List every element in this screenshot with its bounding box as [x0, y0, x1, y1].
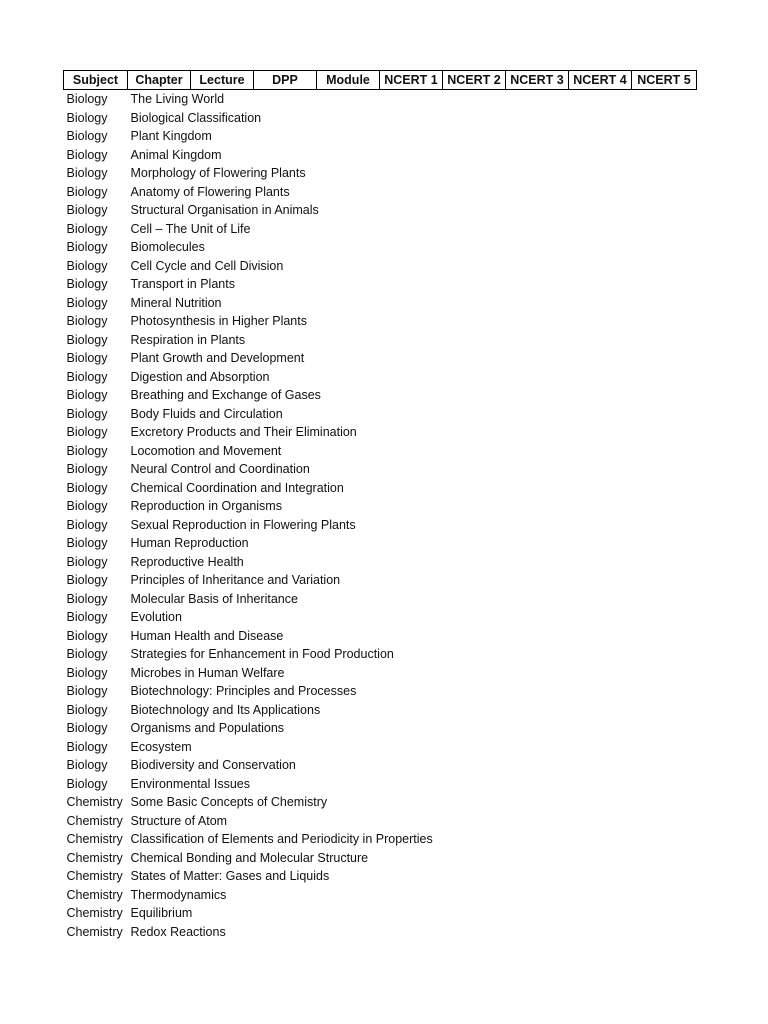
table-row [64, 146, 697, 165]
table-row [64, 923, 697, 942]
table-row [64, 442, 697, 461]
table-row [64, 682, 697, 701]
table-row [64, 627, 697, 646]
chapter-cell: States of Matter: Gases and Liquids [130, 869, 330, 883]
subject-cell: Biology [66, 277, 108, 291]
subject-cell: Biology [66, 554, 108, 569]
subject-cell: Biology [66, 240, 108, 254]
table-row [64, 275, 697, 294]
subject-cell: Chemistry [66, 906, 123, 920]
table-row [64, 460, 697, 479]
subject-cell: Biology [66, 573, 108, 587]
table-row [64, 201, 697, 220]
subject-cell: Biology [66, 314, 108, 328]
table-row [64, 164, 697, 183]
chapter-cell: Locomotion and Movement [130, 443, 282, 458]
table-row [64, 886, 697, 905]
chapter-cell: Structure of Atom [130, 813, 228, 828]
subject-cell: Biology [66, 536, 108, 550]
table-row [64, 312, 697, 331]
chapter-cell: Mineral Nutrition [130, 295, 222, 310]
header-ncert-1: NCERT 1 [380, 71, 443, 90]
subject-cell: Biology [66, 184, 108, 199]
table-row [64, 109, 697, 128]
subject-cell: Biology [66, 517, 108, 532]
table-row [64, 849, 697, 868]
chapter-cell: Molecular Basis of Inheritance [130, 591, 298, 606]
chapter-cell: Microbes in Human Welfare [130, 665, 285, 680]
table-row [64, 349, 697, 368]
chapter-cell: Biodiversity and Conservation [130, 758, 296, 772]
subject-cell: Biology [66, 721, 108, 735]
subject-cell: Biology [66, 221, 108, 236]
chapter-cell: Principles of Inheritance and Variation [130, 573, 341, 587]
subject-cell: Biology [66, 203, 108, 217]
chapter-cell: Anatomy of Flowering Plants [130, 184, 290, 199]
chapter-cell: Biotechnology: Principles and Processes [130, 684, 357, 698]
chapter-cell: Morphology of Flowering Plants [130, 166, 306, 180]
table-row [64, 775, 697, 794]
table-row [64, 867, 697, 886]
subject-cell: Chemistry [66, 887, 123, 902]
chapter-cell: Human Health and Disease [130, 628, 284, 643]
table-row [64, 423, 697, 442]
subject-cell: Biology [66, 332, 108, 347]
chapter-cell: Photosynthesis in Higher Plants [130, 314, 307, 328]
subject-cell: Biology [66, 425, 108, 439]
chapter-cell: Redox Reactions [130, 924, 226, 939]
chapter-cell: Some Basic Concepts of Chemistry [130, 795, 328, 809]
subject-cell: Biology [66, 499, 108, 513]
subject-cell: Chemistry [66, 813, 123, 828]
chapter-cell: Excretory Products and Their Elimination [130, 425, 357, 439]
header-lecture: Lecture [191, 71, 254, 90]
chapter-cell: Classification of Elements and Periodicity in Properties [130, 832, 433, 846]
table-row [64, 257, 697, 276]
chapter-cell: Transport in Plants [130, 277, 235, 291]
subject-cell: Biology [66, 480, 108, 495]
table-row [64, 812, 697, 831]
subject-cell: Biology [66, 610, 108, 624]
chapter-cell: Reproduction in Organisms [130, 499, 282, 513]
chapter-cell: Environmental Issues [130, 776, 251, 791]
chapter-cell: Organisms and Populations [130, 721, 285, 735]
subject-cell: Chemistry [66, 869, 123, 883]
chapter-cell: The Living World [130, 92, 225, 106]
table-row [64, 664, 697, 683]
subject-cell: Biology [66, 628, 108, 643]
chapter-cell: Chemical Bonding and Molecular Structure [130, 850, 369, 865]
chapter-cell: Evolution [130, 610, 182, 624]
header-subject: Subject [64, 71, 128, 90]
subject-cell: Chemistry [66, 795, 123, 809]
chapter-cell: Breathing and Exchange of Gases [130, 388, 321, 402]
header-ncert-2: NCERT 2 [443, 71, 506, 90]
table-body [64, 90, 697, 942]
chapter-cell: Sexual Reproduction in Flowering Plants [130, 517, 356, 532]
chapter-cell: Animal Kingdom [130, 147, 222, 162]
subject-cell: Chemistry [66, 832, 123, 846]
chapter-cell: Biomolecules [130, 240, 205, 254]
table-row [64, 368, 697, 387]
chapter-cell: Neural Control and Coordination [130, 462, 310, 476]
table-row [64, 479, 697, 498]
chapter-cell: Chemical Coordination and Integration [130, 480, 344, 495]
chapter-cell: Human Reproduction [130, 536, 249, 550]
chapter-cell: Biological Classification [130, 110, 262, 125]
table-row [64, 719, 697, 738]
chapter-cell: Cell – The Unit of Life [130, 221, 251, 236]
subject-cell: Biology [66, 351, 108, 365]
table-row [64, 701, 697, 720]
table-row [64, 331, 697, 350]
subject-cell: Biology [66, 147, 108, 162]
subject-cell: Chemistry [66, 924, 123, 939]
table-row [64, 183, 697, 202]
header-module: Module [317, 71, 380, 90]
chapter-cell: Thermodynamics [130, 887, 227, 902]
chapter-cell: Cell Cycle and Cell Division [130, 258, 284, 273]
subject-cell: Biology [66, 166, 108, 180]
subject-cell: Chemistry [66, 850, 123, 865]
subject-cell: Biology [66, 369, 108, 384]
chapter-cell: Plant Growth and Development [130, 351, 305, 365]
table-row [64, 590, 697, 609]
subject-cell: Biology [66, 647, 108, 661]
header-ncert-3: NCERT 3 [506, 71, 569, 90]
syllabus-table [63, 70, 697, 941]
table-row [64, 90, 697, 109]
chapter-cell: Structural Organisation in Animals [130, 203, 319, 217]
chapter-cell: Plant Kingdom [130, 129, 212, 143]
chapter-cell: Digestion and Absorption [130, 369, 270, 384]
subject-cell: Biology [66, 406, 108, 421]
subject-cell: Biology [66, 258, 108, 273]
subject-cell: Biology [66, 665, 108, 680]
chapter-cell: Strategies for Enhancement in Food Production [130, 647, 394, 661]
header-ncert-4: NCERT 4 [569, 71, 632, 90]
subject-cell: Biology [66, 92, 108, 106]
header-ncert-5: NCERT 5 [632, 71, 697, 90]
subject-cell: Biology [66, 702, 108, 717]
table-row [64, 127, 697, 146]
table-row [64, 793, 697, 812]
chapter-cell: Equilibrium [130, 906, 193, 920]
table-row [64, 553, 697, 572]
table-row [64, 904, 697, 923]
table-row [64, 386, 697, 405]
table-row [64, 756, 697, 775]
table-row [64, 497, 697, 516]
subject-cell: Biology [66, 129, 108, 143]
chapter-cell: Ecosystem [130, 739, 192, 754]
subject-cell: Biology [66, 388, 108, 402]
subject-cell: Biology [66, 739, 108, 754]
header-dpp: DPP [254, 71, 317, 90]
header-chapter: Chapter [128, 71, 191, 90]
table-row [64, 516, 697, 535]
table-row [64, 534, 697, 553]
table-row [64, 405, 697, 424]
table-row [64, 238, 697, 257]
table-row [64, 738, 697, 757]
chapter-cell: Respiration in Plants [130, 332, 246, 347]
subject-cell: Biology [66, 462, 108, 476]
header-row [64, 71, 697, 90]
table-row [64, 294, 697, 313]
chapter-cell: Reproductive Health [130, 554, 244, 569]
table-row [64, 571, 697, 590]
chapter-cell: Body Fluids and Circulation [130, 406, 283, 421]
subject-cell: Biology [66, 776, 108, 791]
subject-cell: Biology [66, 758, 108, 772]
table-row [64, 220, 697, 239]
table-row [64, 608, 697, 627]
table-header [64, 71, 697, 90]
subject-cell: Biology [66, 591, 108, 606]
subject-cell: Biology [66, 443, 108, 458]
table-row [64, 830, 697, 849]
subject-cell: Biology [66, 684, 108, 698]
chapter-cell: Biotechnology and Its Applications [130, 702, 321, 717]
subject-cell: Biology [66, 110, 108, 125]
table-row [64, 645, 697, 664]
subject-cell: Biology [66, 295, 108, 310]
